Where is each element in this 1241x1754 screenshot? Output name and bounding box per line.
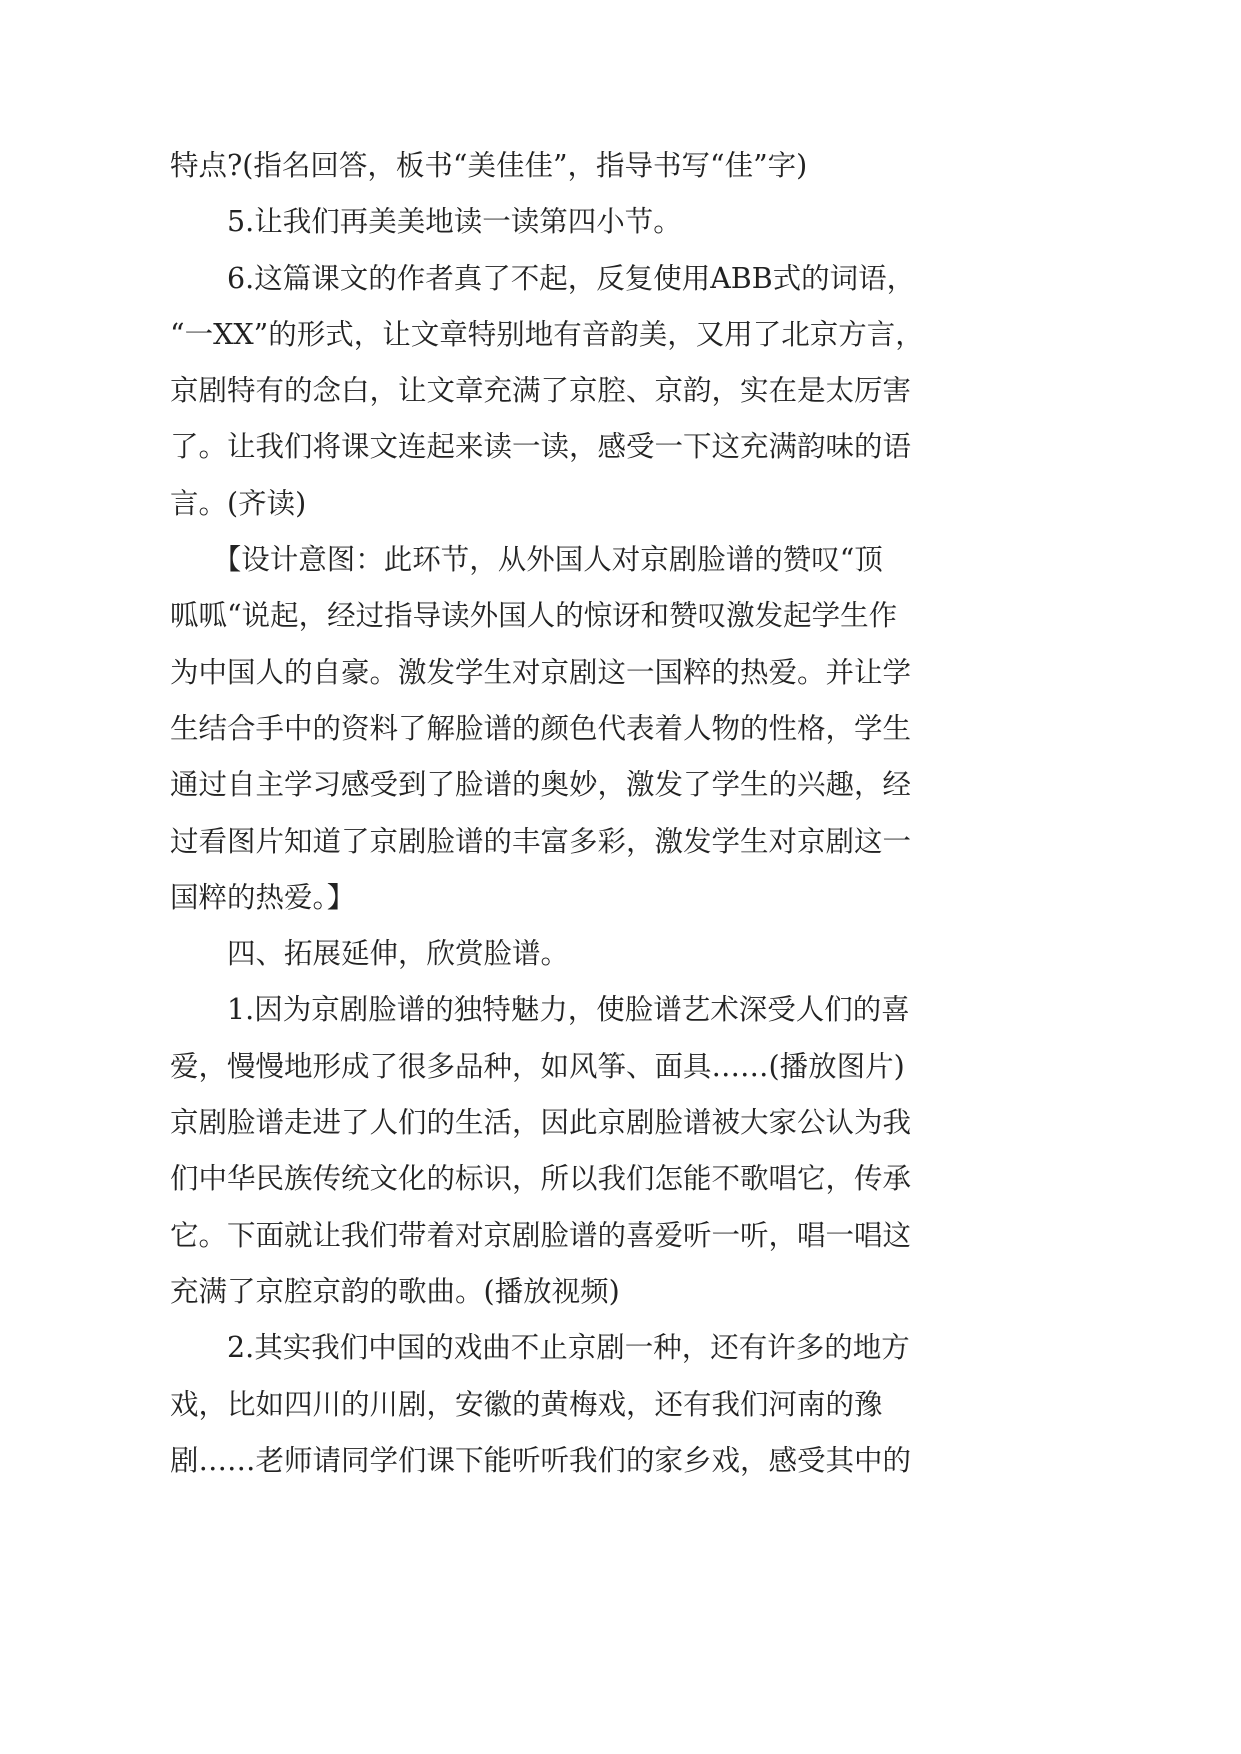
text-line: 【设计意图：此环节，从外国人对京剧脸谱的赞叹“顶 <box>170 543 883 577</box>
text-line: 们中华民族传统文化的标识，所以我们怎能不歌唱它，传承 <box>170 1162 912 1196</box>
text-line: 过看图片知道了京剧脸谱的丰富多彩，激发学生对京剧这一 <box>170 824 912 858</box>
text-line: 特点?(指名回答，板书“美佳佳”，指导书写“佳”字) <box>170 149 808 182</box>
text-line: 戏，比如四川的川剧，安徽的黄梅戏，还有我们河南的豫 <box>170 1387 883 1421</box>
text-line: 了。让我们将课文连起来读一读，感受一下这充满韵味的语 <box>170 430 912 464</box>
text-line: 充满了京腔京韵的歌曲。(播放视频) <box>170 1274 620 1308</box>
text-line: 言。(齐读) <box>170 486 307 520</box>
text-line: 2.其实我们中国的戏曲不止京剧一种，还有许多的地方 <box>170 1331 910 1365</box>
text-line: 呱呱“说起，经过指导读外国人的惊讶和赞叹激发起学生作 <box>170 599 898 633</box>
text-line: 它。下面就让我们带着对京剧脸谱的喜爱听一听，唱一唱这 <box>170 1218 912 1252</box>
text-line: 生结合手中的资料了解脸谱的颜色代表着人物的性格，学生 <box>170 711 912 745</box>
text-line: “一XX”的形式，让文章特别地有音韵美，又用了北京方言， <box>170 317 924 351</box>
text-line: 6.这篇课文的作者真了不起，反复使用ABB式的词语， <box>170 261 916 295</box>
text-line: 剧……老师请同学们课下能听听我们的家乡戏，感受其中的 <box>170 1443 912 1477</box>
text-line: 5.让我们再美美地读一读第四小节。 <box>170 205 682 239</box>
text-line: 为中国人的自豪。激发学生对京剧这一国粹的热爱。并让学 <box>170 655 912 689</box>
text-line: 京剧脸谱走进了人们的生活，因此京剧脸谱被大家公认为我 <box>170 1106 912 1140</box>
text-line: 爱，慢慢地形成了很多品种，如风筝、面具……(播放图片) <box>170 1049 905 1083</box>
text-line: 1.因为京剧脸谱的独特魅力，使脸谱艺术深受人们的喜 <box>170 993 910 1027</box>
text-line: 四、拓展延伸，欣赏脸谱。 <box>170 937 570 971</box>
text-line: 国粹的热爱。】 <box>170 880 356 914</box>
text-line: 京剧特有的念白，让文章充满了京腔、京韵，实在是太厉害 <box>170 374 912 408</box>
body-text <box>170 138 950 1489</box>
text-line: 通过自主学习感受到了脸谱的奥妙，激发了学生的兴趣，经 <box>170 768 912 802</box>
